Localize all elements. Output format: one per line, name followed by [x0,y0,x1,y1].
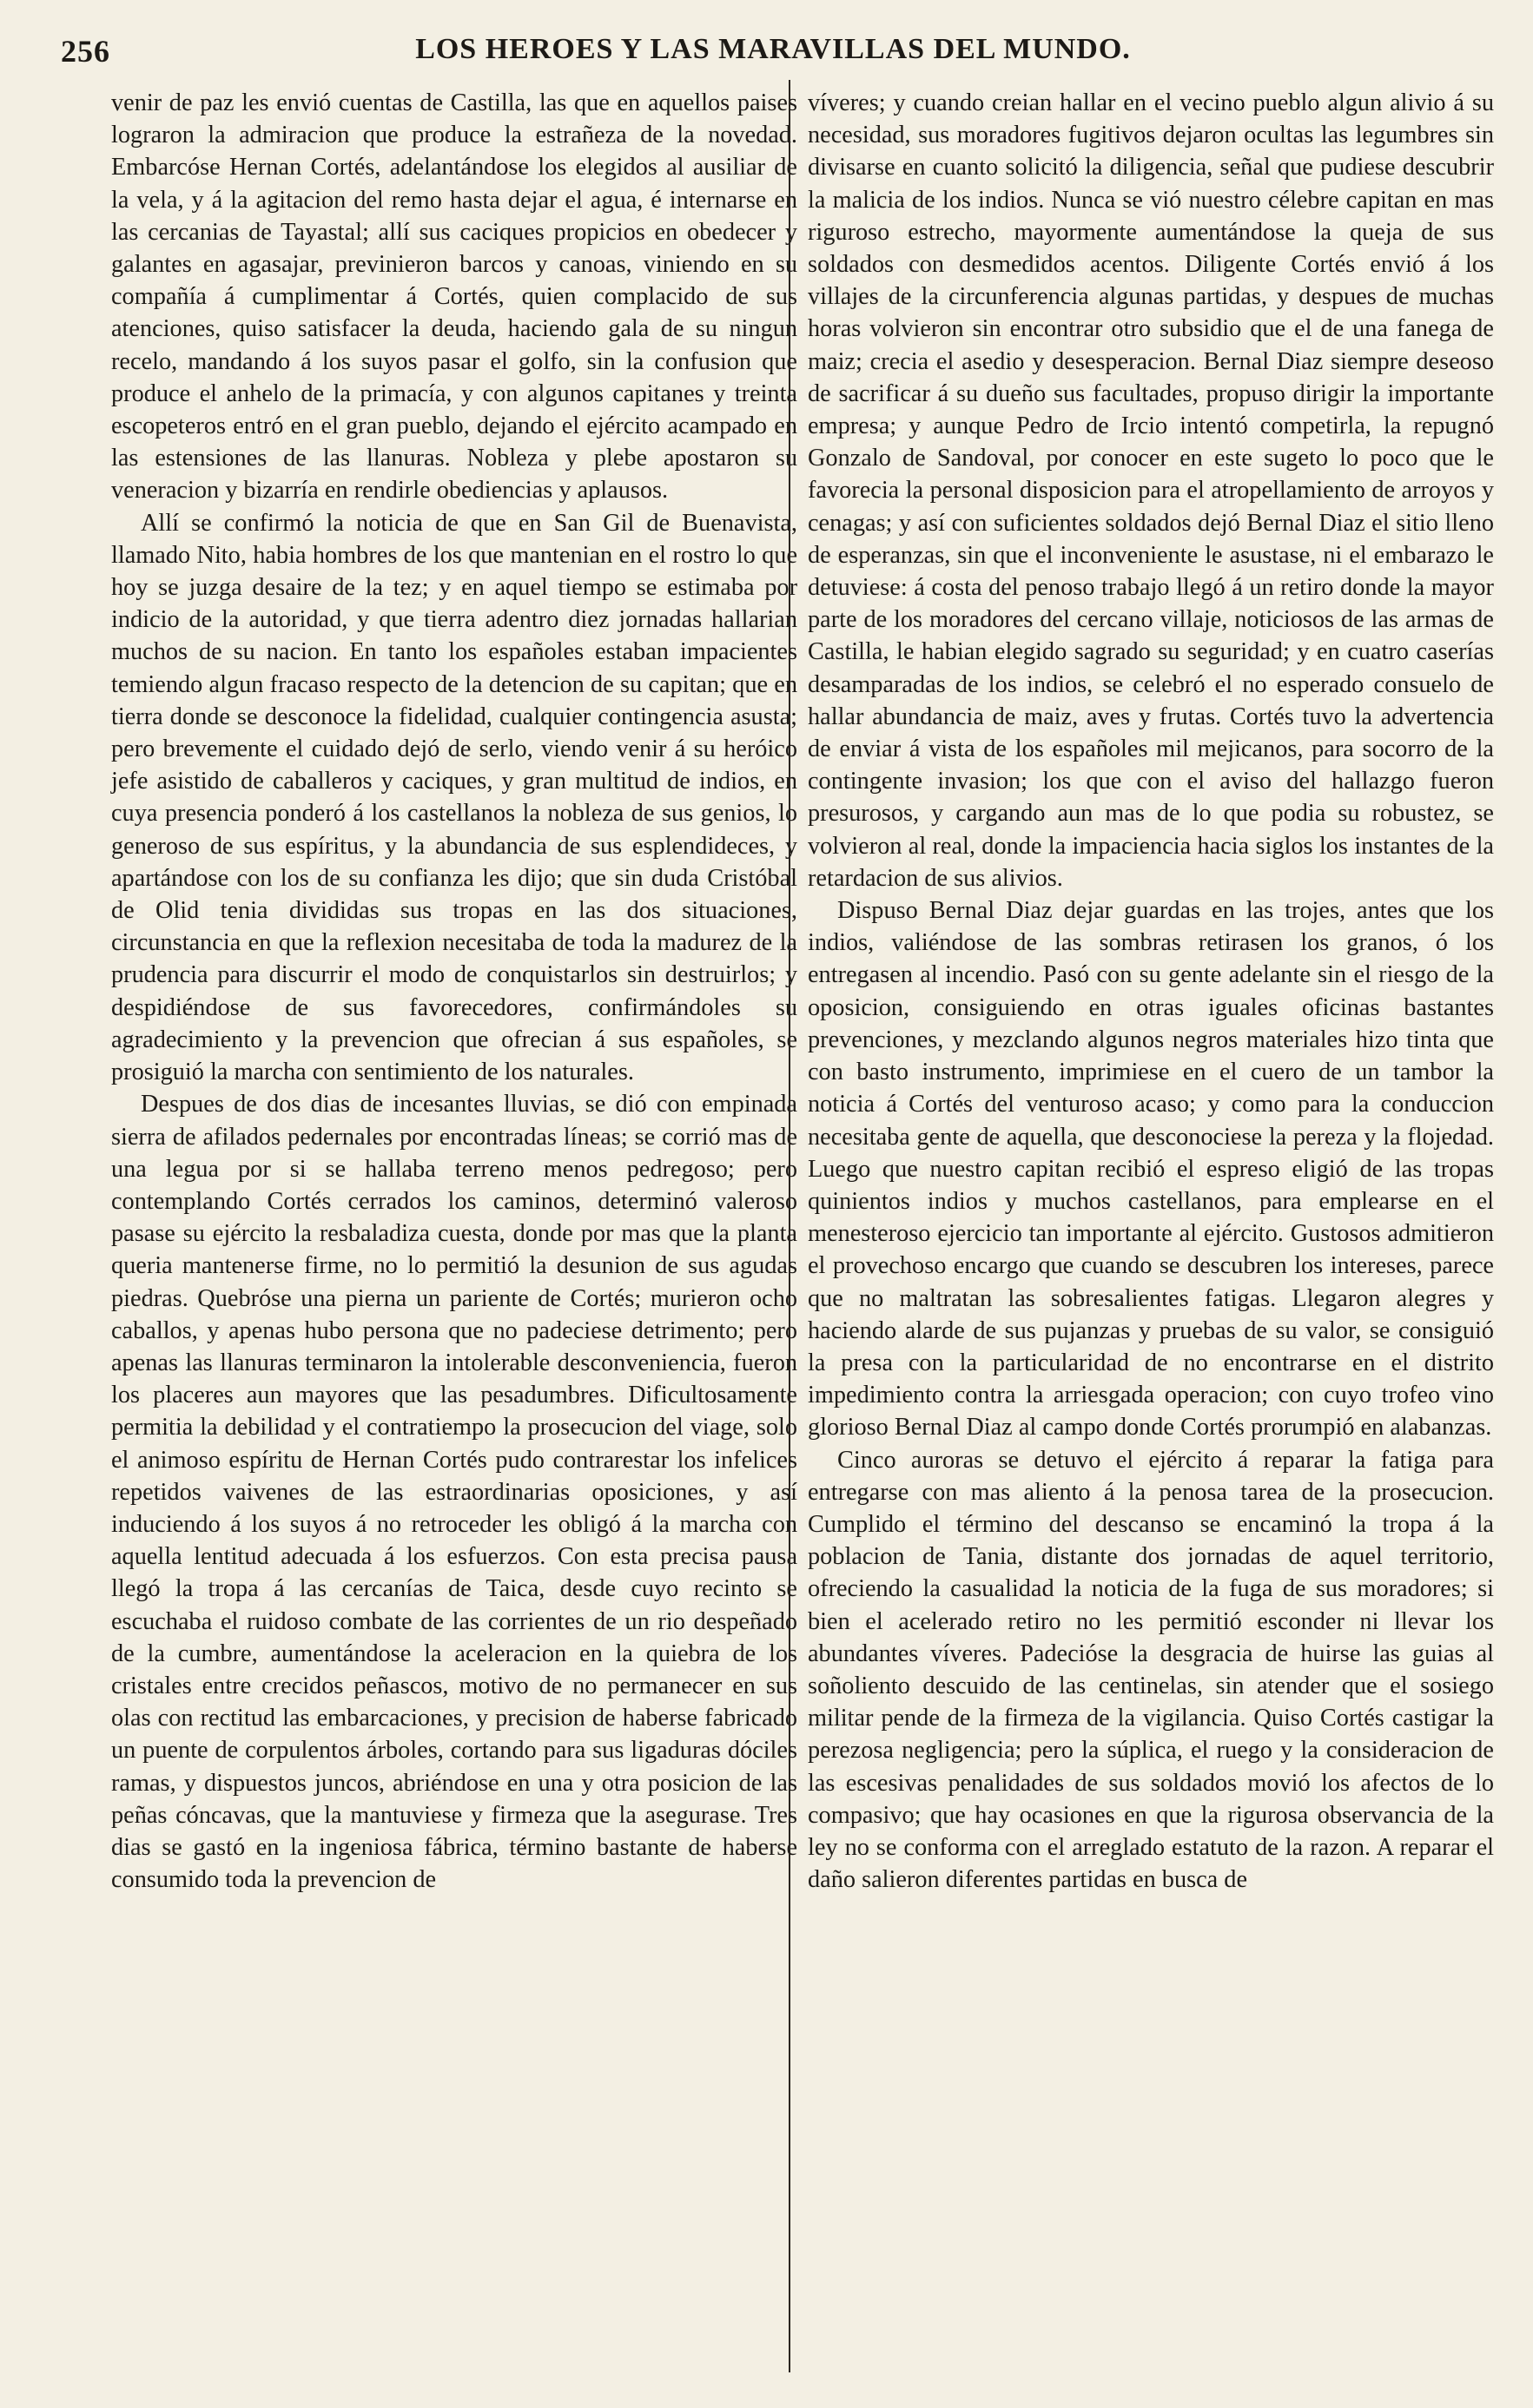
page-number: 256 [61,34,110,69]
page-header [61,33,1485,76]
paragraph: venir de paz les envió cuentas de Castilla, las que en aquellos paises lograron la admiracion que produce la estrañeza de la novedad. Embarcóse Hernan Cortés, adelantándose los elegidos al ausiliar de la vela, y á la agitacion del remo hasta dejar el agua, é internarse en las cercanias de Tayastal; allí sus caciques propicios en obedecer y galantes en agasajar, previnieron barcos y canoas, viniendo en su compañía á cumplimentar á Cortés, quien complacido de sus atenciones, quiso satisfacer la deuda, haciendo gala de su ningun recelo, mandando á los suyos pasar el golfo, sin la confusion que produce el anhelo de la primacía, y con algunos capitanes y treinta escopeteros entró en el gran pueblo, dejando el ejército acampado en las estensiones de las llanuras. Nobleza y plebe apostaron su veneracion y bizarría en rendirle obediencias y aplausos. [111,89,797,505]
paragraph: Dispuso Bernal Diaz dejar guardas en las trojes, antes que los indios, valiéndose de las sombras retirasen los granos, ó los entregasen al incendio. Pasó con su gente adelante sin el riesgo de la oposicion, consiguiendo en otras iguales oficinas bastantes prevenciones, y mezclando algunos negros materiales hizo tinta que con basto instrumento, imprimiese en el cuero de un tambor la noticia á Cortés del venturoso acaso; y como para la conduccion necesitaba gente de aquella, que desconociese la pereza y la flojedad. Luego que nuestro capitan recibió el espreso eligió de las tropas quinientos indios y muchos castellanos, para emplearse en el menesteroso ejercicio tan importante al ejército. Gustosos admitieron el provechoso encargo que cuando se descubren los intereses, parece que no maltratan las sobresalientes fatigas. Llegaron alegres y haciendo alarde de sus pujanzas y pruebas de su valor, se consiguió la presa con la particularidad de no encontrarse en el distrito impedimiento contra la arriesgada operacion; con cuyo trofeo vino glorioso Bernal Diaz al campo donde Cortés prorumpió en alabanzas. [808,897,1494,1442]
column-divider [789,80,790,2372]
paragraph: Allí se confirmó la noticia de que en San Gil de Buenavista, llamado Nito, habia hombres de los que mantenian en el rostro lo que hoy se juzga desaire de la tez; y en aquel tiempo se estimaba por indicio de la autoridad, y que tierra adentro diez jornadas hallarian muchos de su nacion. En tanto los españoles estaban impacientes temiendo algun fracaso respecto de la detencion de su capitan; que en tierra donde se desconoce la fidelidad, cualquier contingencia asusta; pero brevemente el cuidado dejó de serlo, viendo venir á su heróico jefe asistido de caballeros y caciques, y gran multitud de indios, en cuya presencia ponderó á los castellanos la nobleza de sus genios, lo generoso de sus espíritus, y la abundancia de sus esplendideces, y apartándose con los de su confianza les dijo; que sin duda Cristóbal de Olid tenia divididas sus tropas en las dos situaciones, circunstancia en que la reflexion necesitaba de toda la madurez de la prudencia para discurrir el modo de conquistarlos sin destruirlos; y despidiéndose de sus favorecedores, confirmándoles su agradecimiento y la prevencion que ofrecian á sus españoles, se prosiguió la marcha con sentimiento de los naturales. [111,509,797,1086]
right-column [808,87,1494,1896]
paragraph: Despues de dos dias de incesantes lluvias, se dió con empinada sierra de afilados pedernales por encontradas líneas; se corrió mas de una legua por si se hallaba terreno menos pedregoso; pero contemplando Cortés cerrados los caminos, determinó valeroso pasase su ejército la resbaladiza cuesta, donde por mas que la planta queria mantenerse firme, no lo permitió la desunion de sus agudas piedras. Quebróse una pierna un pariente de Cortés; murieron ocho caballos, y apenas hubo persona que no padeciese detrimento; pero apenas las llanuras terminaron la intolerable desconveniencia, fueron los placeres aun mayores que las pesadumbres. Dificultosamente permitia la debilidad y el contratiempo la prosecucion del viage, solo el animoso espíritu de Hernan Cortés pudo contrarestar los infelices repetidos vaivenes de las estraordinarias oposiciones, y así induciendo á los suyos á no retroceder les obligó á la marcha con aquella lentitud adecuada á los esfuerzos. Con esta precisa pausa llegó la tropa á las cercanías de Taica, desde cuyo recinto se escuchaba el ruidoso combate de las corrientes de un rio despeñado de la cumbre, aumentándose la aceleracion en la quiebra de los cristales entre crecidos peñascos, motivo de no permanecer en sus olas con rectitud las embarcaciones, y precision de haberse fabricado un puente de corpulentos árboles, cortando para sus ligaduras dóciles ramas, y dispuestos juncos, abriéndose en una y otra posicion de las peñas cóncavas, que la mantuviese y firmeza que la asegurase. Tres dias se gastó en la ingeniosa fábrica, término bastante de haberse consumido toda la prevencion de [111,1091,797,1894]
paragraph: Cinco auroras se detuvo el ejército á reparar la fatiga para entregarse con mas aliento á la penosa tarea de la prosecucion. Cumplido el término del descanso se encaminó la tropa á la poblacion de Tania, distante dos jornadas de aquel territorio, ofreciendo la casualidad la noticia de la fuga de sus moradores; si bien el acelerado retiro no les permitió esconder ni llevar los abundantes víveres. Padecióse la desgracia de huirse las guias al soñoliento descuido de las centinelas, sin atender que el sosiego militar pende de la firmeza de la vigilancia. Quiso Cortés castigar la perezosa negligencia; pero la súplica, el ruego y la consideracion de las escesivas penalidades de sus soldados movió los afectos de lo compasivo; que hay ocasiones en que la rigurosa observancia de la ley no se conforma con el arreglado estatuto de la razon. A reparar el daño salieron diferentes partidas en busca de [808,1446,1494,1894]
running-title: LOS HEROES Y LAS MARAVILLAS DEL MUNDO. [415,33,1131,65]
left-column [111,87,797,1896]
paragraph: víveres; y cuando creian hallar en el vecino pueblo algun alivio á su necesidad, sus moradores fugitivos dejaron ocultas las legumbres sin divisarse en cuanto solicitó la diligencia, señal que pudiese descubrir la malicia de los indios. Nunca se vió nuestro célebre capitan en mas riguroso estrecho, mayormente aumentándose la queja de sus soldados con desmedidos acentos. Diligente Cortés envió á los villajes de la circunferencia algunas partidas, y despues de muchas horas volvieron sin encontrar otro subsidio que el de una fanega de maiz; crecia el asedio y desesperacion. Bernal Diaz siempre deseoso de sacrificar á su dueño sus facultades, propuso dirigir la importante empresa; y aunque Pedro de Ircio intentó competirla, la repugnó Gonzalo de Sandoval, por conocer en este sugeto lo poco que le favorecia la personal disposicion para el atropellamiento de arroyos y cenagas; y así con suficientes soldados dejó Bernal Diaz el sitio lleno de esperanzas, sin que el inconveniente le asustase, ni el embarazo le detuviese: á costa del penoso trabajo llegó á un retiro donde la mayor parte de los moradores del cercano villaje, noticiosos de las armas de Castilla, le habian elegido sagrado su seguridad; y en cuatro caserías desamparadas de los indios, se celebró el no esperado consuelo de hallar abundancia de maiz, aves y frutas. Cortés tuvo la advertencia de enviar á vista de los españoles mil mejicanos, para socorro de la contingente invasion; los que con el aviso del hallazgo fueron presurosos, y cargando aun mas de lo que podia su robustez, se volvieron al real, donde la impaciencia hacia siglos los instantes de la retardacion de sus alivios. [808,89,1494,892]
